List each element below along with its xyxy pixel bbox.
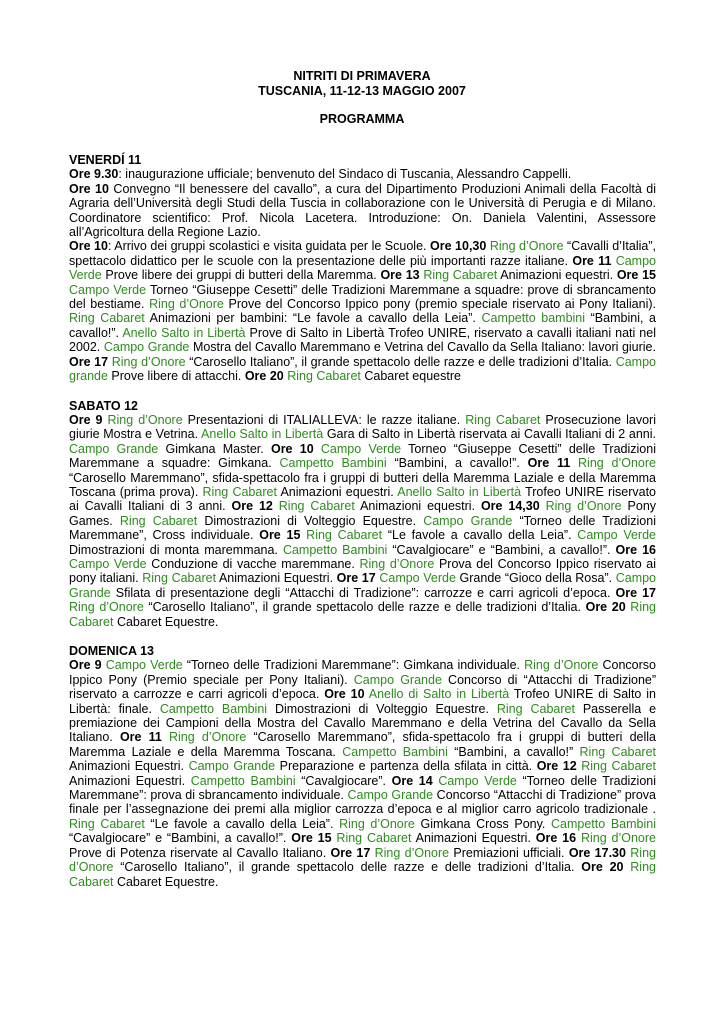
event-text: Presentazioni di ITALIALLEVA: le razze italiane. (182, 412, 466, 427)
time-label: Ore 14,30 (480, 499, 540, 514)
day-section (69, 399, 656, 630)
venue-label: Campo grande (69, 354, 656, 384)
venue-label: Ring Cabaret (496, 701, 575, 716)
event-text: Pony Games. (69, 499, 657, 528)
event-text: “Le favole a cavallo della Leia”. (382, 528, 578, 543)
venue-label: Campo Verde (69, 282, 147, 297)
event-text: “Cavalgiocare”. (295, 773, 392, 788)
venue-label: Ring d’Onore (489, 239, 564, 254)
event-text: Dimostrazioni di Volteggio Equestre. (267, 701, 497, 716)
event-text: “Cavalli d’Italia”, spettacolo didattico per le scuole con la presentazione delle più importanti razze italiane. (69, 239, 656, 268)
event-text: Animazioni Equestri. (411, 831, 536, 846)
event-text: : Arrivo dei gruppi scolastici e visita guidata per le Scuole. (107, 239, 430, 254)
event-text: Prosecuzione lavori giurie Mostra e Vetrina. (69, 412, 656, 442)
venue-label: Ring Cabaret (306, 528, 383, 543)
event-text: Premiazioni ufficiali. (449, 845, 569, 860)
time-label: Ore 13 (380, 268, 420, 283)
event-text: “Carosello Italiano”, il grande spettacolo delle razze e delle tradizioni d’Italia. (185, 354, 616, 369)
venue-label: Campo Grande (103, 340, 190, 355)
venue-label: Ring Cabaret (278, 499, 355, 514)
venue-label: Campetto Bambini (279, 456, 387, 471)
day-paragraph (69, 658, 656, 889)
venue-label: Campo Grande (423, 513, 513, 528)
venue-label: Campetto Bambini (551, 816, 656, 831)
event-text: Gimkana Master. (158, 441, 271, 456)
program-body (69, 153, 656, 904)
document-title: NITRITI DI PRIMAVERA (293, 69, 431, 83)
venue-label: Anello di Salto in Libertà (368, 687, 510, 702)
event-text: Prove di Salto in Libertà Trofeo UNIRE, riservato a cavalli italiani nati nel 2002. (69, 325, 656, 355)
event-text: Prove di Potenza riservate al Cavallo Italiano. (69, 845, 331, 860)
event-text: Prova del Concorso Ippico riservato ai pony italiani. (69, 556, 657, 586)
event-text: “Le favole a cavallo della Leia”. (144, 816, 340, 831)
venue-label: Campo Verde (69, 556, 147, 571)
venue-label: Ring Cabaret (336, 831, 412, 846)
venue-label: Anello Salto in Libertà (201, 427, 324, 442)
venue-label: Campo Verde (577, 528, 657, 543)
time-label: Ore 11 (572, 253, 612, 268)
event-text: Cabaret Equestre. (113, 874, 219, 889)
event-text: Sfilata di presentazione degli “Attacchi di Tradizione”: carrozze e carri agricoli d’epoca. (110, 585, 616, 600)
time-label: Ore 15 (291, 831, 332, 846)
venue-label: Ring d’Onore (69, 845, 656, 875)
day-paragraph (69, 167, 656, 181)
day-section (69, 153, 656, 384)
time-label: Ore 10,30 (430, 239, 487, 254)
time-label: Ore 16 (535, 831, 577, 846)
event-text: Gimkana Cross Pony. (414, 816, 552, 831)
time-label: Ore 17 (69, 354, 109, 369)
venue-label: Ring Cabaret (69, 816, 145, 831)
venue-label: Ring Cabaret (581, 759, 656, 774)
event-text: : inaugurazione ufficiale; benvenuto del Sindaco di Tuscania, Alessandro Cappelli. (118, 167, 572, 182)
venue-label: Campetto Bambini (342, 744, 448, 759)
time-label: Ore 17 (330, 845, 371, 860)
time-label: Ore 12 (231, 499, 273, 514)
venue-label: Campo Verde (69, 253, 656, 283)
event-text: Concorso di “Attacchi di Tradizione” riservato a carrozze e carri agricoli d’epoca. (69, 672, 657, 702)
venue-label: Ring Cabaret (202, 484, 277, 499)
event-text: Animazioni Equestri. (216, 571, 337, 586)
event-text: “Torneo delle Tradizioni Maremmane”, Cross individuale. (69, 513, 656, 543)
time-label: Ore 9 (69, 658, 102, 673)
day-title: VENERDÍ 11 (69, 153, 142, 167)
venue-label: Ring Cabaret (465, 412, 541, 427)
event-text: Animazioni per bambini: “Le favole a cavallo della Leia”. (144, 311, 482, 326)
time-label: Ore 10 (69, 181, 109, 196)
time-label: Ore 9 (69, 412, 103, 427)
venue-label: Ring d’Onore (169, 730, 247, 745)
venue-label: Ring Cabaret (142, 571, 217, 586)
time-label: Ore 14 (391, 773, 433, 788)
time-label: Ore 11 (119, 730, 162, 745)
event-text: Conduzione di vacche maremmane. (146, 556, 360, 571)
event-text: Concorso Ippico Pony (Premio speciale per Pony Italiani). (69, 658, 656, 687)
time-label: Ore 20 (244, 369, 284, 384)
venue-label: Ring d’Onore (111, 354, 186, 369)
day-paragraph (69, 239, 656, 383)
event-text: “Carosello Maremmano”, sfida-spettacolo fra i gruppi di butteri della Maremma Laziale e della Maremma Toscana. (69, 730, 656, 759)
time-label: Ore 15 (259, 528, 301, 543)
time-label: Ore 10 (270, 441, 314, 456)
time-label: Ore 20 (581, 860, 624, 875)
venue-label: Ring d’Onore (580, 831, 656, 846)
event-text: “Bambini, a cavallo!”. (69, 311, 656, 340)
event-text: Preparazione e partenza della sfilata in città. (275, 759, 537, 774)
venue-label: Campo Grande (353, 672, 442, 687)
venue-label: Ring d’Onore (107, 412, 183, 427)
venue-label: Anello Salto in Libertà (122, 325, 246, 340)
venue-label: Ring d’Onore (374, 845, 450, 860)
event-text: Torneo “Giuseppe Cesetti” delle Tradizioni Maremmane a squadre: prove di sbrancamento del bestiame. (69, 282, 657, 312)
event-text: Trofeo UNIRE riservato ai Cavalli Italiani di 3 anni. (69, 484, 656, 514)
venue-label: Campo Grande (347, 788, 434, 803)
event-text: “Carosello Italiano”, il grande spettacolo delle razze e delle tradizioni d’Italia. (143, 600, 586, 615)
event-text: Torneo “Giuseppe Cesetti” delle Tradizioni Maremmane a squadre: Gimkana. (69, 441, 656, 471)
venue-label: Anello Salto in Libertà (397, 484, 522, 499)
venue-label: Ring Cabaret (69, 860, 656, 889)
venue-label: Campetto Bambini (159, 701, 268, 716)
venue-label: Campetto bambini (481, 311, 586, 326)
venue-label: Ring Cabaret (287, 369, 361, 384)
event-text: “Carosello Maremmano”, sfida-spettacolo fra i gruppi di butteri della Maremma Laziale e della Maremma Toscana (prima prova). (69, 470, 656, 499)
time-label: Ore 15 (616, 268, 656, 283)
day-title: DOMENICA 13 (69, 644, 154, 658)
venue-label: Ring d’Onore (524, 658, 599, 673)
event-text (162, 730, 169, 744)
event-text: Concorso “Attacchi di Tradizione” prova finale per l’assegnazione dei premi alla miglior carrozza d’epoca e al miglior carro agricolo tradizionale . (69, 788, 656, 817)
venue-label: Campo Grande (69, 571, 657, 600)
time-label: Ore 11 (527, 456, 571, 471)
event-text: Grande “Gioco della Rosa”. (455, 571, 616, 586)
event-text: Animazioni equestri. (354, 499, 481, 514)
venue-label: Ring d’Onore (69, 600, 144, 615)
time-label: Ore 16 (615, 542, 657, 557)
venue-label: Campo Verde (379, 571, 456, 586)
time-label: Ore 20 (585, 600, 626, 615)
event-text: Prove libere dei gruppi di butteri della Maremma. (101, 268, 381, 283)
venue-label: Ring d’Onore (149, 297, 224, 312)
event-text: “Cavalgiocare” e “Bambini, a cavallo!”. (69, 831, 292, 846)
venue-label: Campo Grande (69, 441, 159, 456)
time-label: Ore 10 (69, 239, 108, 254)
venue-label: Ring d’Onore (339, 816, 415, 831)
event-text: Cabaret Equestre. (113, 614, 219, 629)
event-text: “Cavalgiocare” e “Bambini, a cavallo!”. (387, 542, 616, 557)
venue-label: Campo Verde (105, 658, 183, 673)
event-text: Dimostrazioni di Volteggio Equestre. (197, 513, 424, 528)
event-text: “Carosello Italiano”, il grande spettacolo delle razze e delle tradizioni d’Italia. (113, 860, 582, 875)
venue-label: Ring Cabaret (423, 268, 498, 283)
event-text: “Bambini, a cavallo!” (447, 744, 580, 759)
venue-label: Campetto Bambini (190, 773, 296, 788)
day-paragraph (69, 413, 656, 629)
venue-label: Campetto Bambini (282, 542, 388, 557)
event-text (314, 442, 321, 456)
event-text: Cabaret equestre (360, 369, 461, 384)
event-text (570, 456, 578, 470)
venue-label: Ring d’Onore (578, 456, 656, 471)
venue-label: Campo Verde (438, 773, 517, 788)
venue-label: Ring Cabaret (69, 311, 145, 326)
venue-label: Ring d’Onore (545, 499, 622, 514)
venue-label: Ring Cabaret (579, 744, 657, 759)
venue-label: Ring d’Onore (359, 556, 435, 571)
venue-label: Campo Verde (320, 441, 402, 456)
event-text: Mostra del Cavallo Maremmano e Vetrina del Cavallo da Sella Italiano: lavori giurie. (189, 340, 656, 355)
event-text: Prove libere di attacchi. (107, 369, 245, 384)
document-subtitle: TUSCANIA, 11-12-13 MAGGIO 2007 (258, 84, 466, 98)
event-text: “Bambini, a cavallo!”. (386, 456, 528, 471)
event-text: Convegno “Il benessere del cavallo”, a cura del Dipartimento Produzioni Animali della Facoltà di Agraria dell’Università degli Studi della Tuscia in collaborazione con le Università di Perugia e di Milano. Coordinatore scientifico: Prof. Nicola Lacetera. Introduzione: On. Daniela Valentini, Assessore all’Agricoltura della Regione Lazio. (69, 181, 656, 240)
event-text: Dimostrazioni di monta maremmana. (69, 542, 283, 557)
program-heading: PROGRAMMA (319, 112, 405, 126)
venue-label: Campo Grande (188, 759, 276, 774)
day-title: SABATO 12 (69, 398, 139, 413)
event-text: Animazioni Equestri. (69, 759, 189, 774)
event-text: Trofeo UNIRE di Salto in Libertà: finale. (69, 687, 656, 716)
time-label: Ore 9.30 (69, 167, 119, 182)
venue-label: Ring Cabaret (119, 513, 198, 528)
time-label: Ore 17 (615, 585, 656, 600)
event-text: Animazioni equestri. (497, 268, 617, 283)
time-label: Ore 17 (336, 571, 376, 586)
time-label: Ore 12 (536, 759, 577, 774)
event-text: Passerella e premiazione dei Campioni della Mostra del Cavallo Maremmano e della Vetrina del Cavallo da Sella Italiano. (69, 701, 657, 745)
time-label: Ore 10 (324, 687, 365, 702)
time-label: Ore 17.30 (568, 845, 626, 860)
event-text: Gara di Salto in Libertà riservata ai Cavalli Italiani di 2 anni. (323, 427, 656, 442)
event-text: Prove del Concorso Ippico pony (premio speciale riservato ai Pony Italiani). (223, 297, 656, 312)
event-text: Animazioni Equestri. (69, 773, 191, 788)
day-paragraph (69, 182, 656, 240)
event-text: “Torneo delle Tradizioni Maremmane”: prova di sbrancamento individuale. (69, 773, 657, 803)
day-section (69, 644, 656, 889)
event-text: Animazioni equestri. (276, 484, 398, 499)
event-text: “Torneo delle Tradizioni Maremmane”: Gimkana individuale. (182, 658, 525, 673)
venue-label: Ring Cabaret (69, 600, 657, 629)
